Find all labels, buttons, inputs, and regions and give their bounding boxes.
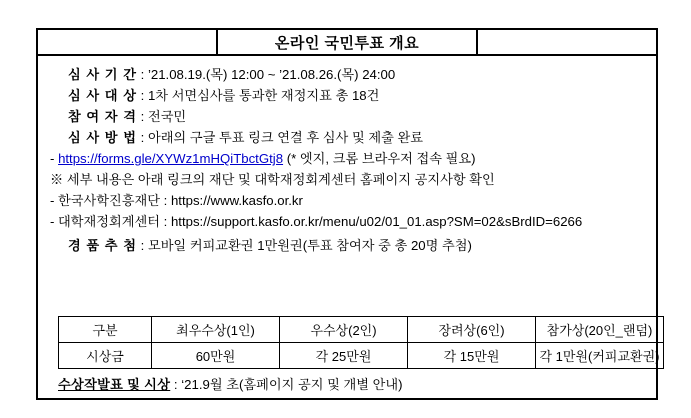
info-value-method: 아래의 구글 투표 링크 연결 후 심사 및 제출 완료 bbox=[147, 130, 423, 145]
info-row-period bbox=[48, 64, 646, 85]
notice-body bbox=[38, 56, 656, 256]
prize-draw-value: 모바일 커피교환권 1만원권(투표 참여자 중 총 20명 추첨) bbox=[147, 238, 472, 253]
prize-table bbox=[58, 316, 664, 369]
info-sep-method: : bbox=[136, 130, 148, 145]
table-cell-prize-encouragement: 각 15만원 bbox=[408, 343, 536, 369]
award-announcement-label: 수상작발표 및 시상 bbox=[58, 377, 171, 392]
prize-draw-row bbox=[48, 235, 646, 256]
table-cell-prize-participation: 각 1만원(커피교환권) bbox=[536, 343, 664, 369]
info-value-target: 1차 서면심사를 통과한 재정지표 총 18건 bbox=[147, 88, 380, 103]
link-prefix: - bbox=[50, 151, 59, 166]
award-announcement-value: ‘21.9월 초(홈페이지 공지 및 개별 안내) bbox=[181, 377, 403, 392]
title-bar bbox=[38, 30, 656, 56]
vote-link-row bbox=[48, 148, 646, 169]
table-header-row bbox=[59, 317, 664, 343]
info-row-target bbox=[48, 85, 646, 106]
award-announcement-row bbox=[58, 374, 403, 393]
info-label-method: 심 사 방 법 bbox=[68, 130, 137, 145]
bullet-kasfo-site: - 한국사학진흥재단 : https://www.kasfo.or.kr bbox=[50, 193, 303, 208]
page-title: 온라인 국민투표 개요 bbox=[274, 35, 420, 52]
table-header-cell-grand: 최우수상(1인) bbox=[152, 317, 280, 343]
table-header-cell-participation: 참가상(20인_랜덤) bbox=[536, 317, 664, 343]
table-header-cell-excellence: 우수상(2인) bbox=[280, 317, 408, 343]
table-row bbox=[59, 343, 664, 369]
award-announcement-sep: : bbox=[170, 377, 182, 392]
table-cell-prize-excellence: 각 25만원 bbox=[280, 343, 408, 369]
prize-draw-sep: : bbox=[136, 238, 148, 253]
info-sep-period: : bbox=[136, 67, 148, 82]
prize-table-wrapper bbox=[58, 316, 660, 369]
info-value-eligibility: 전국민 bbox=[147, 109, 187, 124]
table-cell-prize-label: 시상금 bbox=[59, 343, 152, 369]
info-label-eligibility: 참 여 자 격 bbox=[68, 109, 137, 124]
table-header-cell-division: 구분 bbox=[59, 317, 152, 343]
table-cell-prize-grand: 60만원 bbox=[152, 343, 280, 369]
info-sep-target: : bbox=[136, 88, 148, 103]
notice-detail-line: ※ 세부 내용은 아래 링크의 재단 및 대학재정회계센터 홈페이지 공지사항 확인 bbox=[50, 172, 495, 187]
info-label-target: 심 사 대 상 bbox=[68, 88, 137, 103]
info-value-period: ’21.08.19.(목) 12:00 ~ ’21.08.26.(목) 24:00 bbox=[147, 67, 396, 82]
info-row-eligibility bbox=[48, 106, 646, 127]
notice-outer-box bbox=[36, 28, 658, 400]
info-label-period: 심 사 기 간 bbox=[68, 67, 137, 82]
bullet-support-site: - 대학재정회계센터 : https://support.kasfo.or.kr/menu/u02/01_01.asp?SM=02&sBrdID=6266 bbox=[50, 214, 583, 229]
link-suffix: (* 엣지, 크롬 브라우저 접속 필요) bbox=[283, 151, 476, 166]
table-header-cell-encouragement: 장려상(6인) bbox=[408, 317, 536, 343]
google-form-link[interactable]: https://forms.gle/XYWz1mHQiTbctGtj8 bbox=[58, 151, 284, 166]
prize-draw-label: 경 품 추 첨 bbox=[68, 238, 137, 253]
info-sep-eligibility: : bbox=[136, 109, 148, 124]
info-row-method bbox=[48, 127, 646, 148]
